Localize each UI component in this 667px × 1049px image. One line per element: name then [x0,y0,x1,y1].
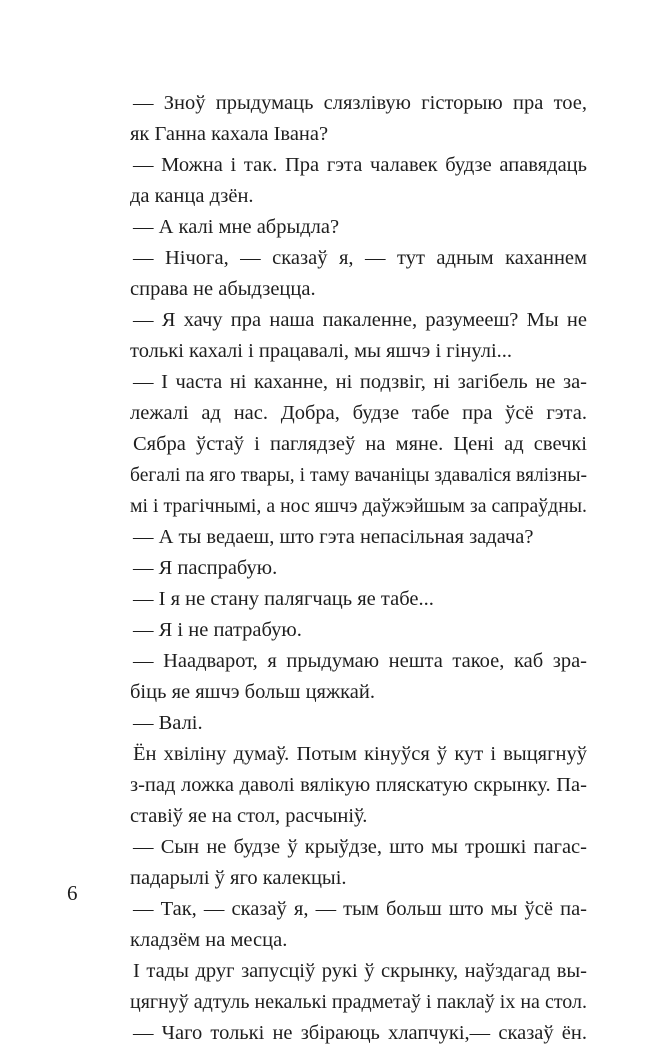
text-line: — І я не стану палягчаць яе табе... [133,588,434,610]
text-line: — Я хачу пра наша пакаленне, разумееш? Мы не [133,309,587,331]
text-line: з-пад ложка даволі вялікую пляскатую скрынку. Па- [130,774,587,796]
text-line: бегалі па яго твары, і таму вачаніцы здаваліся вялізны- [130,465,587,486]
text-line: — Наадварот, я прыдумаю нешта такое, каб зра- [133,650,587,672]
text-line: толькі кахалі і працавалі, мы яшчэ і гінулі... [130,340,513,362]
page-text [130,88,587,1049]
text-line: Сябра ўстаў і паглядзеў на мяне. Цені ад свечкі [133,433,587,455]
page-number: 6 [67,881,78,905]
text-line: кладзём на месца. [130,929,288,951]
text-line: лежалі ад нас. Добра, будзе табе пра ўсё гэта. [130,402,587,424]
text-line: як Ганна кахала Івана? [130,123,329,145]
text-line: цягнуў адтуль некалькі прадметаў і паклаў іх на стол. [130,991,587,1013]
text-line: мі і трагічнымі, а нос яшчэ даўжэйшым за сапраўдны. [130,495,587,517]
text-line: — А калі мне абрыдла? [133,216,340,238]
text-line: — Можна і так. Пра гэта чалавек будзе апавядаць [133,154,587,176]
text-line: падарылі ў яго калекцыі. [130,867,347,889]
text-line: ставіў яе на стол, расчыніў. [130,805,368,827]
text-line: — Зноў прыдумаць слязлівую гісторыю пра тое, [133,92,587,114]
text-line: — Я і не патрабую. [133,619,302,641]
text-line: — Я паспрабую. [133,557,278,579]
text-line: біць яе яшчэ больш цяжкай. [130,681,375,703]
text-line: І тады друг запусціў рукі ў скрынку, наўздагад вы- [133,960,587,982]
text-line: — І часта ні каханне, ні подзвіг, ні загібель не за- [133,371,587,393]
text-line: Ён хвіліну думаў. Потым кінуўся ў кут і выцягнуў [133,743,587,765]
text-line: — Сын не будзе ў крыўдзе, што мы трошкі пагас- [133,836,587,858]
text-line: — Чаго толькі не збіраюць хлапчукі,— сказаў ён. [133,1022,587,1044]
text-line: — Нічога, — сказаў я, — тут адным каханнем [133,247,587,269]
text-line: — Валі. [133,712,203,734]
text-line: да канца дзён. [130,185,254,207]
text-line: — Так, — сказаў я, — тым больш што мы ўсё па- [133,898,587,920]
text-line: — А ты ведаеш, што гэта непасільная задача? [133,526,534,548]
text-line: справа не абыдзецца. [130,278,316,300]
